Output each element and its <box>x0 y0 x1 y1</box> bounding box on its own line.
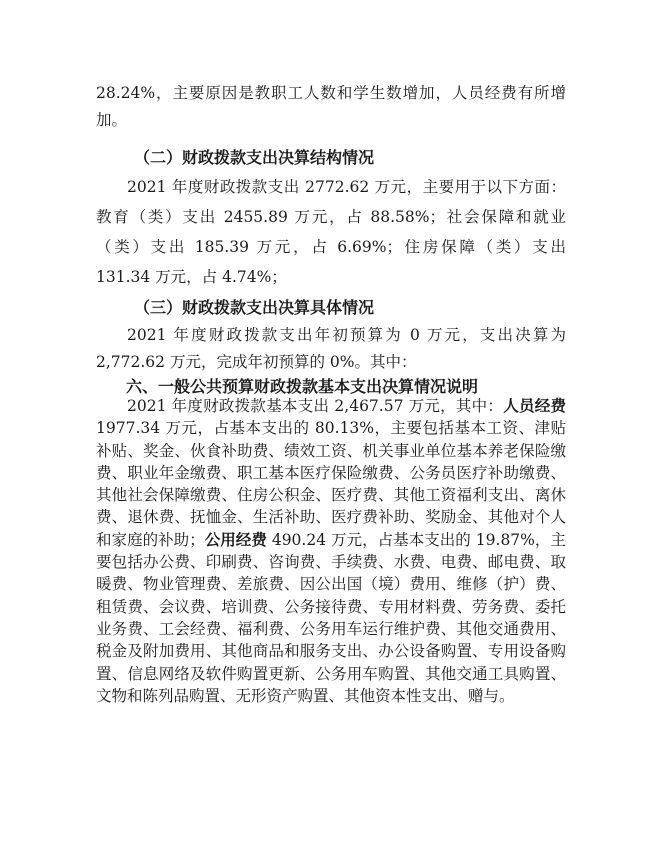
basic-expenditure-intro: 2021 年度财政拨款基本支出 2,467.57 万元，其中： <box>127 397 504 415</box>
public-funds-text: 490.24 万元，占基本支出的 19.87%，主要包括办公费、印刷费、咨询费、手续费、水费、电费、邮电费、取暖费、物业管理费、差旅费、因公出国（境）费用、维修（护）费、租赁费、会议费、培训费、公务接待费、专用材料费、劳务费、委托业务费、工会经费、福利费、公务用车运行维护费、其他交通费用、税金及附加费用、其他商品和服务支出、办公设备购置、专用设备购置、信息网络及软件购置更新、公务用车购置、其他交通工具购置、文物和陈列品购置、无形资产购置、其他资本性支出、赠与。 <box>96 530 566 705</box>
personnel-funds-label: 人员经费 <box>503 397 566 415</box>
public-funds-label: 公用经费 <box>204 530 267 549</box>
paragraph-expenditure-details: 2021 年度财政拨款支出年初预算为 0 万元，支出决算为 2,772.62 万元，完成年初预算的 0%。其中： <box>96 326 566 371</box>
paragraph-expenditure-structure: 2021 年度财政拨款支出 2772.62 万元，主要用于以下方面：教育（类）支出 2455.89 万元，占 88.58%；社会保障和就业（类）支出 185.39 万元，占 6.69%；住房保障（类）支出 131.34 万元，占 4.74%； <box>96 178 566 286</box>
personnel-funds-text: 1977.34 万元，占基本支出的 80.13%，主要包括基本工资、津贴补贴、奖金、伙食补助费、绩效工资、机关事业单位基本养老保险缴费、职业年金缴费、职工基本医疗保险缴费、公务员医疗补助缴费、其他社会保障缴费、住房公积金、医疗费、其他工资福利支出、离休费、退休费、抚恤金、生活补助、医疗费补助、奖励金、其他对个人和家庭的补助； <box>96 419 566 549</box>
paragraph-personnel-increase: 28.24%，主要原因是教职工人数和学生数增加，人员经费有所增加。 <box>96 84 566 129</box>
heading-expenditure-details: （三）财政拨款支出决算具体情况 <box>134 298 375 317</box>
heading-basic-expenditure: 六、一般公共预算财政拨款基本支出决算情况说明 <box>126 377 479 396</box>
heading-expenditure-structure: （二）财政拨款支出决算结构情况 <box>134 148 375 167</box>
paragraph-basic-expenditure <box>96 395 566 707</box>
